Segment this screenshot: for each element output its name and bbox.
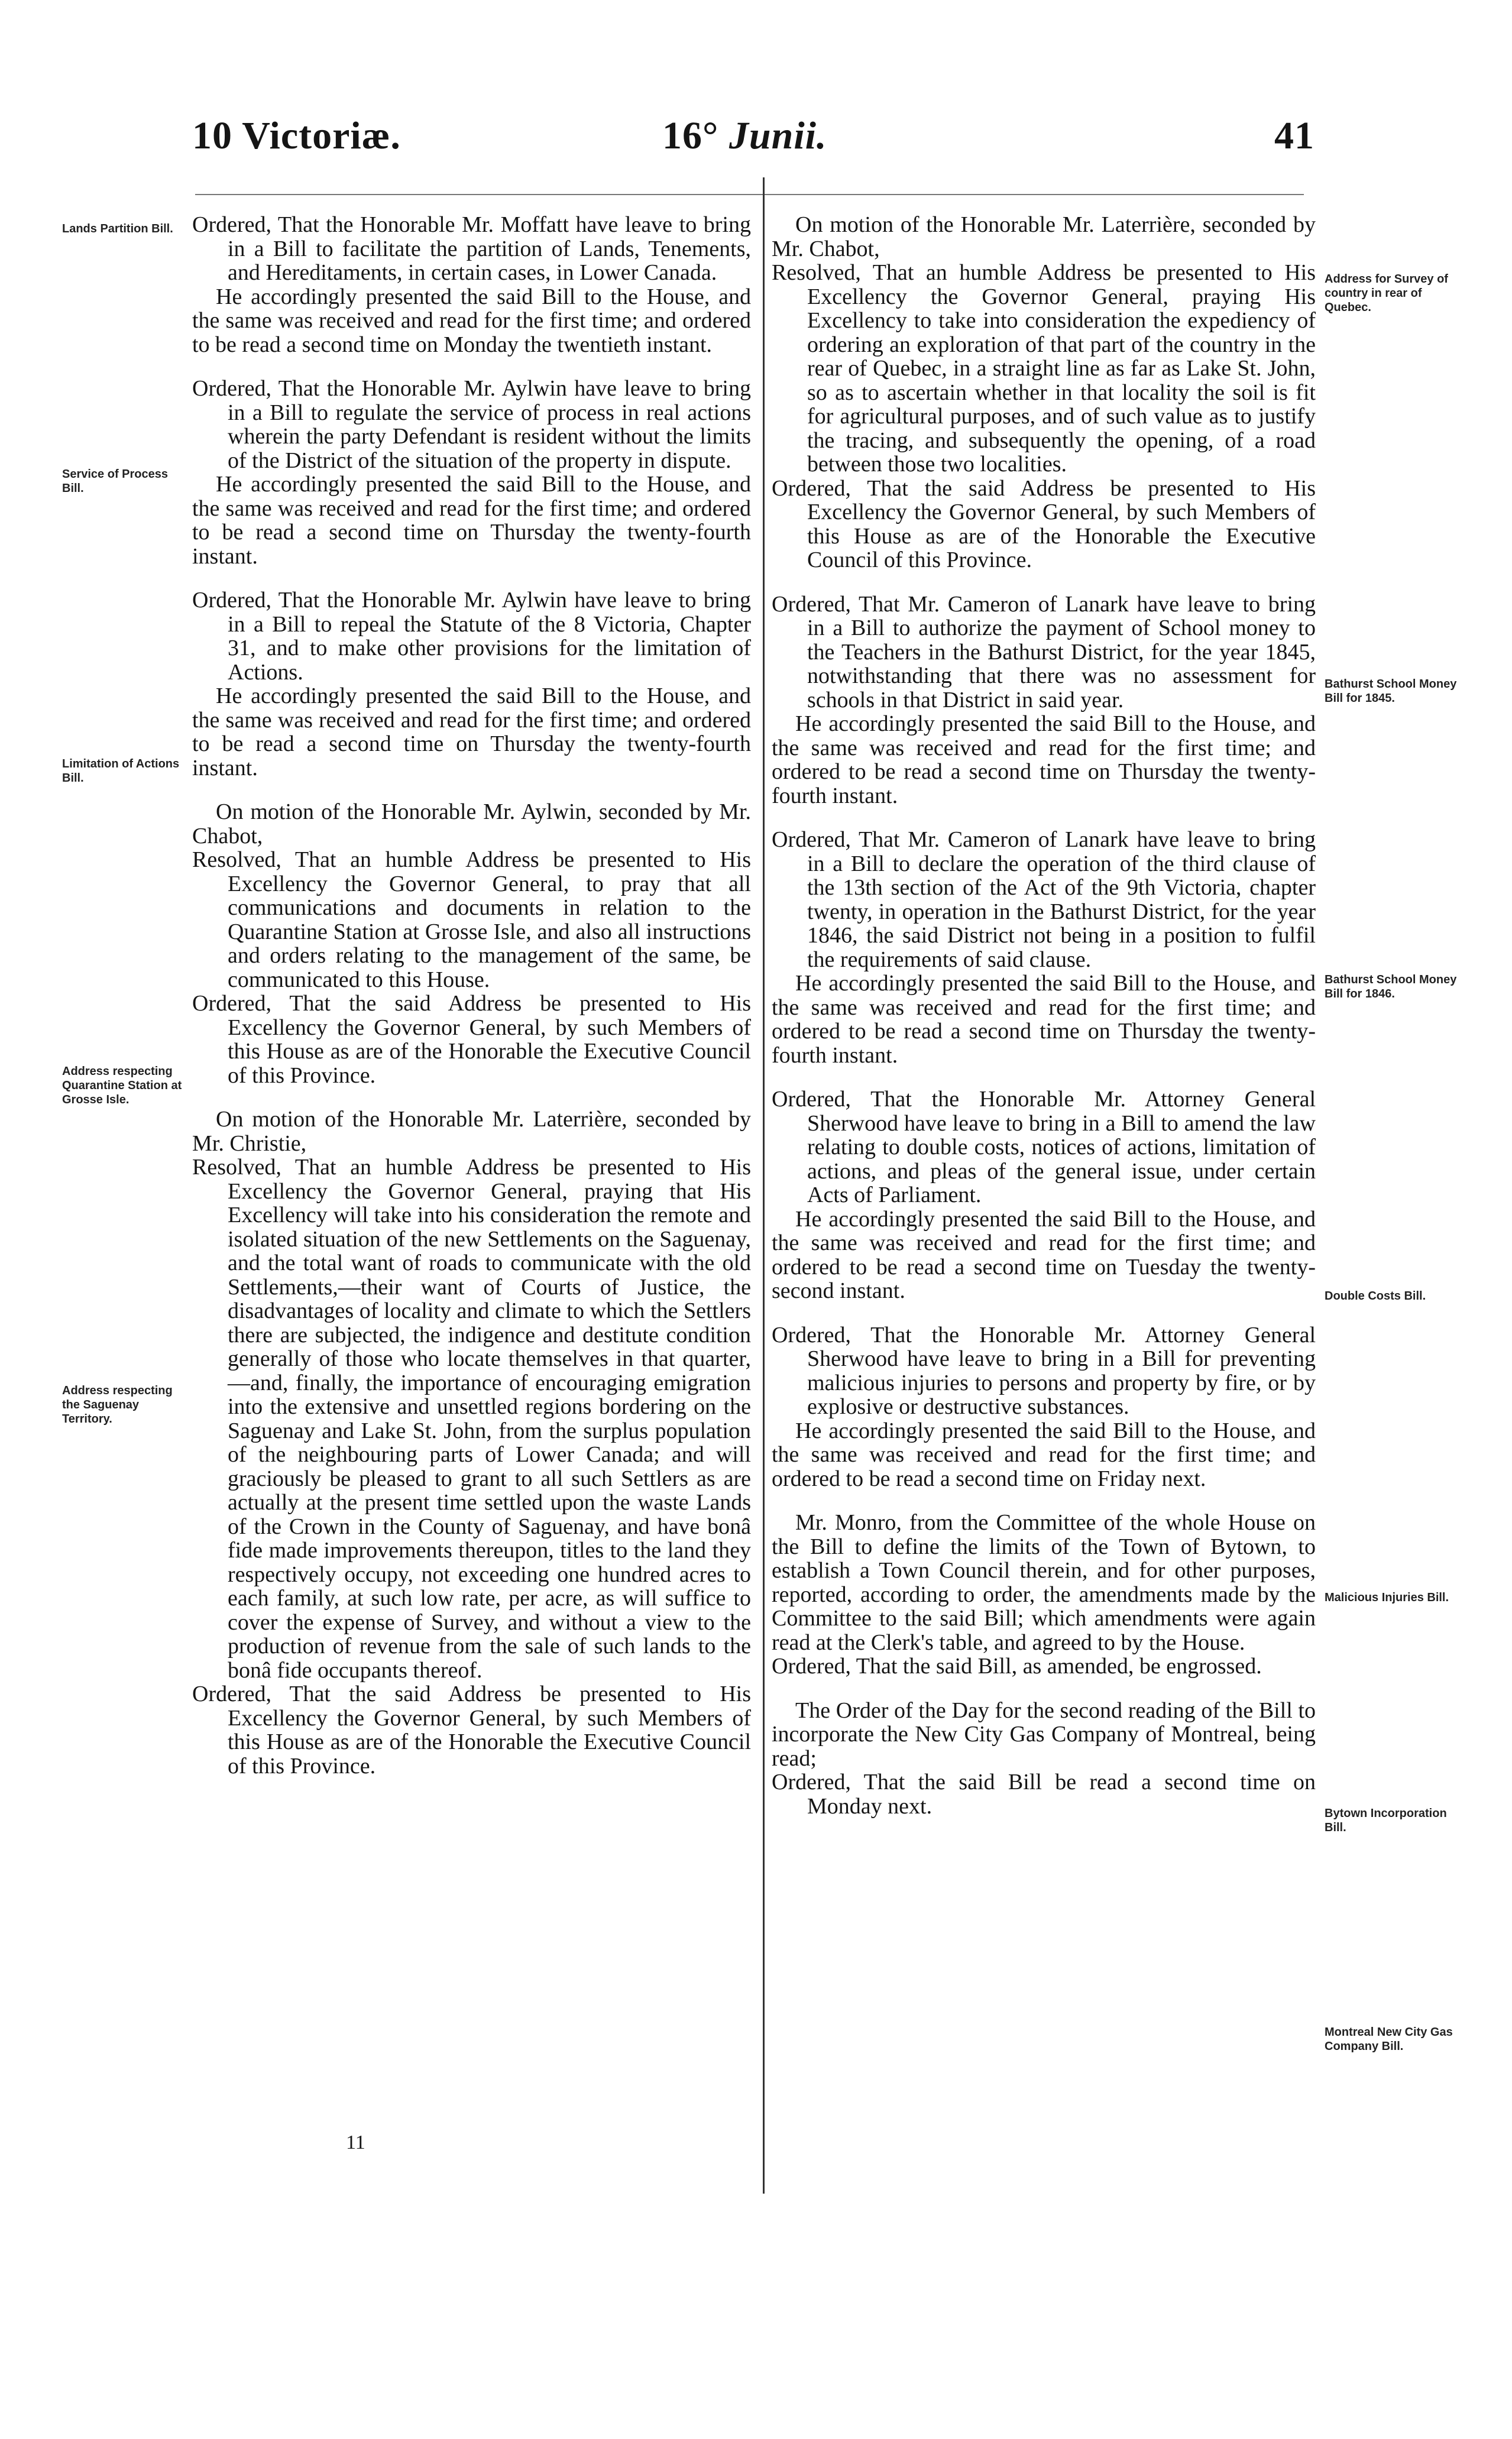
page-header (0, 112, 1512, 166)
paragraph: Ordered, That the Honorable Mr. Aylwin have leave to bring in a Bill to repeal the Statute of the 8 Victoria, Chapter 31, and to make other provisions for the limitation of Actions. (192, 588, 751, 685)
margin-note: Address respecting Quarantine Station at Grosse Isle. (62, 1065, 182, 1106)
paragraph: He accordingly presented the said Bill to the House, and the same was received and read for the first time; and ordered to be read a second time on Thursday the twenty-fourth instant. (192, 472, 751, 569)
header-month: Junii. (729, 114, 827, 157)
paragraph: On motion of the Honorable Mr. Laterrière, seconded by Mr. Christie, (192, 1107, 751, 1156)
paragraph: Ordered, That the said Bill be read a second time on Monday next. (772, 1770, 1316, 1819)
paragraph: He accordingly presented the said Bill to the House, and the same was received and read for the first time; and ordered to be read a second time on Friday next. (772, 1418, 1316, 1491)
column-divider (763, 177, 765, 2194)
signature-mark: 11 (346, 2132, 365, 2153)
paragraph: Resolved, That an humble Address be presented to His Excellency the Governor General, to pray that all communications and documents in relation to the Quarantine Station at Grosse Isle, and also all instructions and orders relating to the management of the same, be communicated to this House. (192, 847, 751, 992)
margin-note: Bathurst School Money Bill for 1846. (1325, 973, 1457, 1000)
header-day: 16° (662, 114, 719, 157)
margin-note: Double Costs Bill. (1325, 1290, 1426, 1303)
paragraph: Ordered, That the said Address be presented to His Excellency the Governor General, by such Members of this House as are of the Honorable the Executive Council of this Province. (192, 991, 751, 1088)
paragraph: Ordered, That Mr. Cameron of Lanark have leave to bring in a Bill to authorize the payment of School money to the Teachers in the Bathurst District, for the year 1845, notwithstanding that there was no assessment for schools in that District in said year. (772, 591, 1316, 712)
paragraph: Ordered, That the Honorable Mr. Aylwin have leave to bring in a Bill to regulate the service of process in real actions wherein the party Defendant is resident without the limits of the District of the situation of the property in dispute. (192, 376, 751, 473)
margin-note: Bytown Incorporation Bill. (1325, 1807, 1447, 1834)
page-number: 41 (1274, 114, 1314, 157)
margin-note: Malicious Injuries Bill. (1325, 1591, 1449, 1604)
margin-note: Address for Survey of country in rear of Quebec. (1325, 273, 1448, 314)
paragraph: Ordered, That the said Address be presented to His Excellency the Governor General, by such Members of this House as are of the Honorable the Executive Council of this Province. (772, 475, 1316, 572)
paragraph: Ordered, That the Honorable Mr. Moffatt have leave to bring in a Bill to facilitate the partition of Lands, Tenements, and Hereditaments, in certain cases, in Lower Canada. (192, 212, 751, 285)
margin-note: Bathurst School Money Bill for 1845. (1325, 678, 1457, 705)
paragraph: Ordered, That the said Bill, as amended, be engrossed. (772, 1654, 1262, 1679)
margin-note: Service of Process Bill. (62, 468, 168, 495)
header-rule (195, 194, 1304, 195)
paragraph: Resolved, That an humble Address be presented to His Excellency the Governor General, praying that His Excellency will take into his consideration the remote and isolated situation of the new Settlements on the Saguenay, and the total want of roads to communicate with the old Settlements,—their want of Courts of Justice, the disadvantages of locality and climate to which the Settlers there are subjected, the indigence and destitute condition generally of those who locate themselves in that quarter,—and, finally, the importance of encouraging emigration into the extensive and unsettled regions bordering on the Saguenay and Lake St. John, from the surplus population of the neighbouring parts of Lower Canada; and will graciously be pleased to grant to all such Settlers as are actually at the present time settled upon the waste Lands of the Crown in the County of Saguenay, and have bonâ fide made improvements thereupon, titles to the land they respectively occupy, not exceeding one hundred acres to each family, at such low rate, per acre, as will suffice to cover the expense of Survey, and without a view to the production of revenue from the sale of such lands to the bonâ fide occupants thereof. (192, 1155, 751, 1683)
paragraph: Ordered, That the said Address be presented to His Excellency the Governor General, by such Members of this House as are of the Honorable the Executive Council of this Province. (192, 1682, 751, 1779)
paragraph: Ordered, That Mr. Cameron of Lanark have leave to bring in a Bill to declare the operation of the third clause of the 13th section of the Act of the 9th Victoria, chapter twenty, in operation in the Bathurst District, for the year 1846, the said District not being in a position to fulfil the requirements of said clause. (772, 827, 1316, 972)
paragraph: On motion of the Honorable Mr. Aylwin, seconded by Mr. Chabot, (192, 799, 751, 848)
margin-note: Montreal New City Gas Company Bill. (1325, 2026, 1453, 2053)
paragraph: He accordingly presented the said Bill to the House, and the same was received and read for the first time; and ordered to be read a second time on Thursday the twenty-fourth instant. (192, 684, 751, 780)
paragraph: The Order of the Day for the second reading of the Bill to incorporate the New City Gas Company of Montreal, being read; (772, 1698, 1316, 1771)
paragraph: He accordingly presented the said Bill to the House, and the same was received and read for the first time; and ordered to be read a second time on Thursday the twenty-fourth instant. (772, 711, 1316, 808)
paragraph: He accordingly presented the said Bill to the House, and the same was received and read for the first time; and ordered to be read a second time on Tuesday the twenty-second instant. (772, 1206, 1316, 1303)
left-column (192, 213, 751, 1778)
paragraph: Ordered, That the Honorable Mr. Attorney General Sherwood have leave to bring in a Bill to amend the law relating to double costs, notices of actions, limitation of actions, and pleas of the general issue, under certain Acts of Parliament. (772, 1087, 1316, 1207)
paragraph: Ordered, That the Honorable Mr. Attorney General Sherwood have leave to bring in a Bill for preventing malicious injuries to persons and property by fire, or by explosive or destructive substances. (772, 1322, 1316, 1419)
paragraph: Mr. Monro, from the Committee of the whole House on the Bill to define the limits of the Town of Bytown, to establish a Town Council therein, and for other purposes, reported, according to order, the amendments made by the Committee to the said Bill; which amendments were again read at the Clerk's table, and agreed to by the House. (772, 1510, 1316, 1655)
paragraph: Resolved, That an humble Address be presented to His Excellency the Governor General, praying His Excellency to take into consideration the expediency of ordering an exploration of that part of the country in the rear of Quebec, in a straight line as far as Lake St. John, so as to ascertain whether in that locality the soil is fit for agricultural purposes, and of such value as to justify the tracing, and subsequently the opening, of a road between those two localities. (772, 260, 1316, 477)
header-date (662, 112, 827, 160)
margin-note: Address respecting the Saguenay Territory. (62, 1384, 173, 1426)
paragraph: On motion of the Honorable Mr. Laterrière, seconded by Mr. Chabot, (772, 212, 1316, 261)
paragraph: He accordingly presented the said Bill to the House, and the same was received and read for the first time; and ordered to be read a second time on Thursday the twenty-fourth instant. (772, 971, 1316, 1068)
paragraph: He accordingly presented the said Bill to the House, and the same was received and read for the first time; and ordered to be read a second time on Monday the twentieth instant. (192, 284, 751, 357)
margin-note: Limitation of Actions Bill. (62, 757, 180, 785)
margin-note: Lands Partition Bill. (62, 222, 173, 235)
right-column (772, 213, 1316, 1818)
header-session: 10 Victoriæ. (192, 114, 401, 157)
